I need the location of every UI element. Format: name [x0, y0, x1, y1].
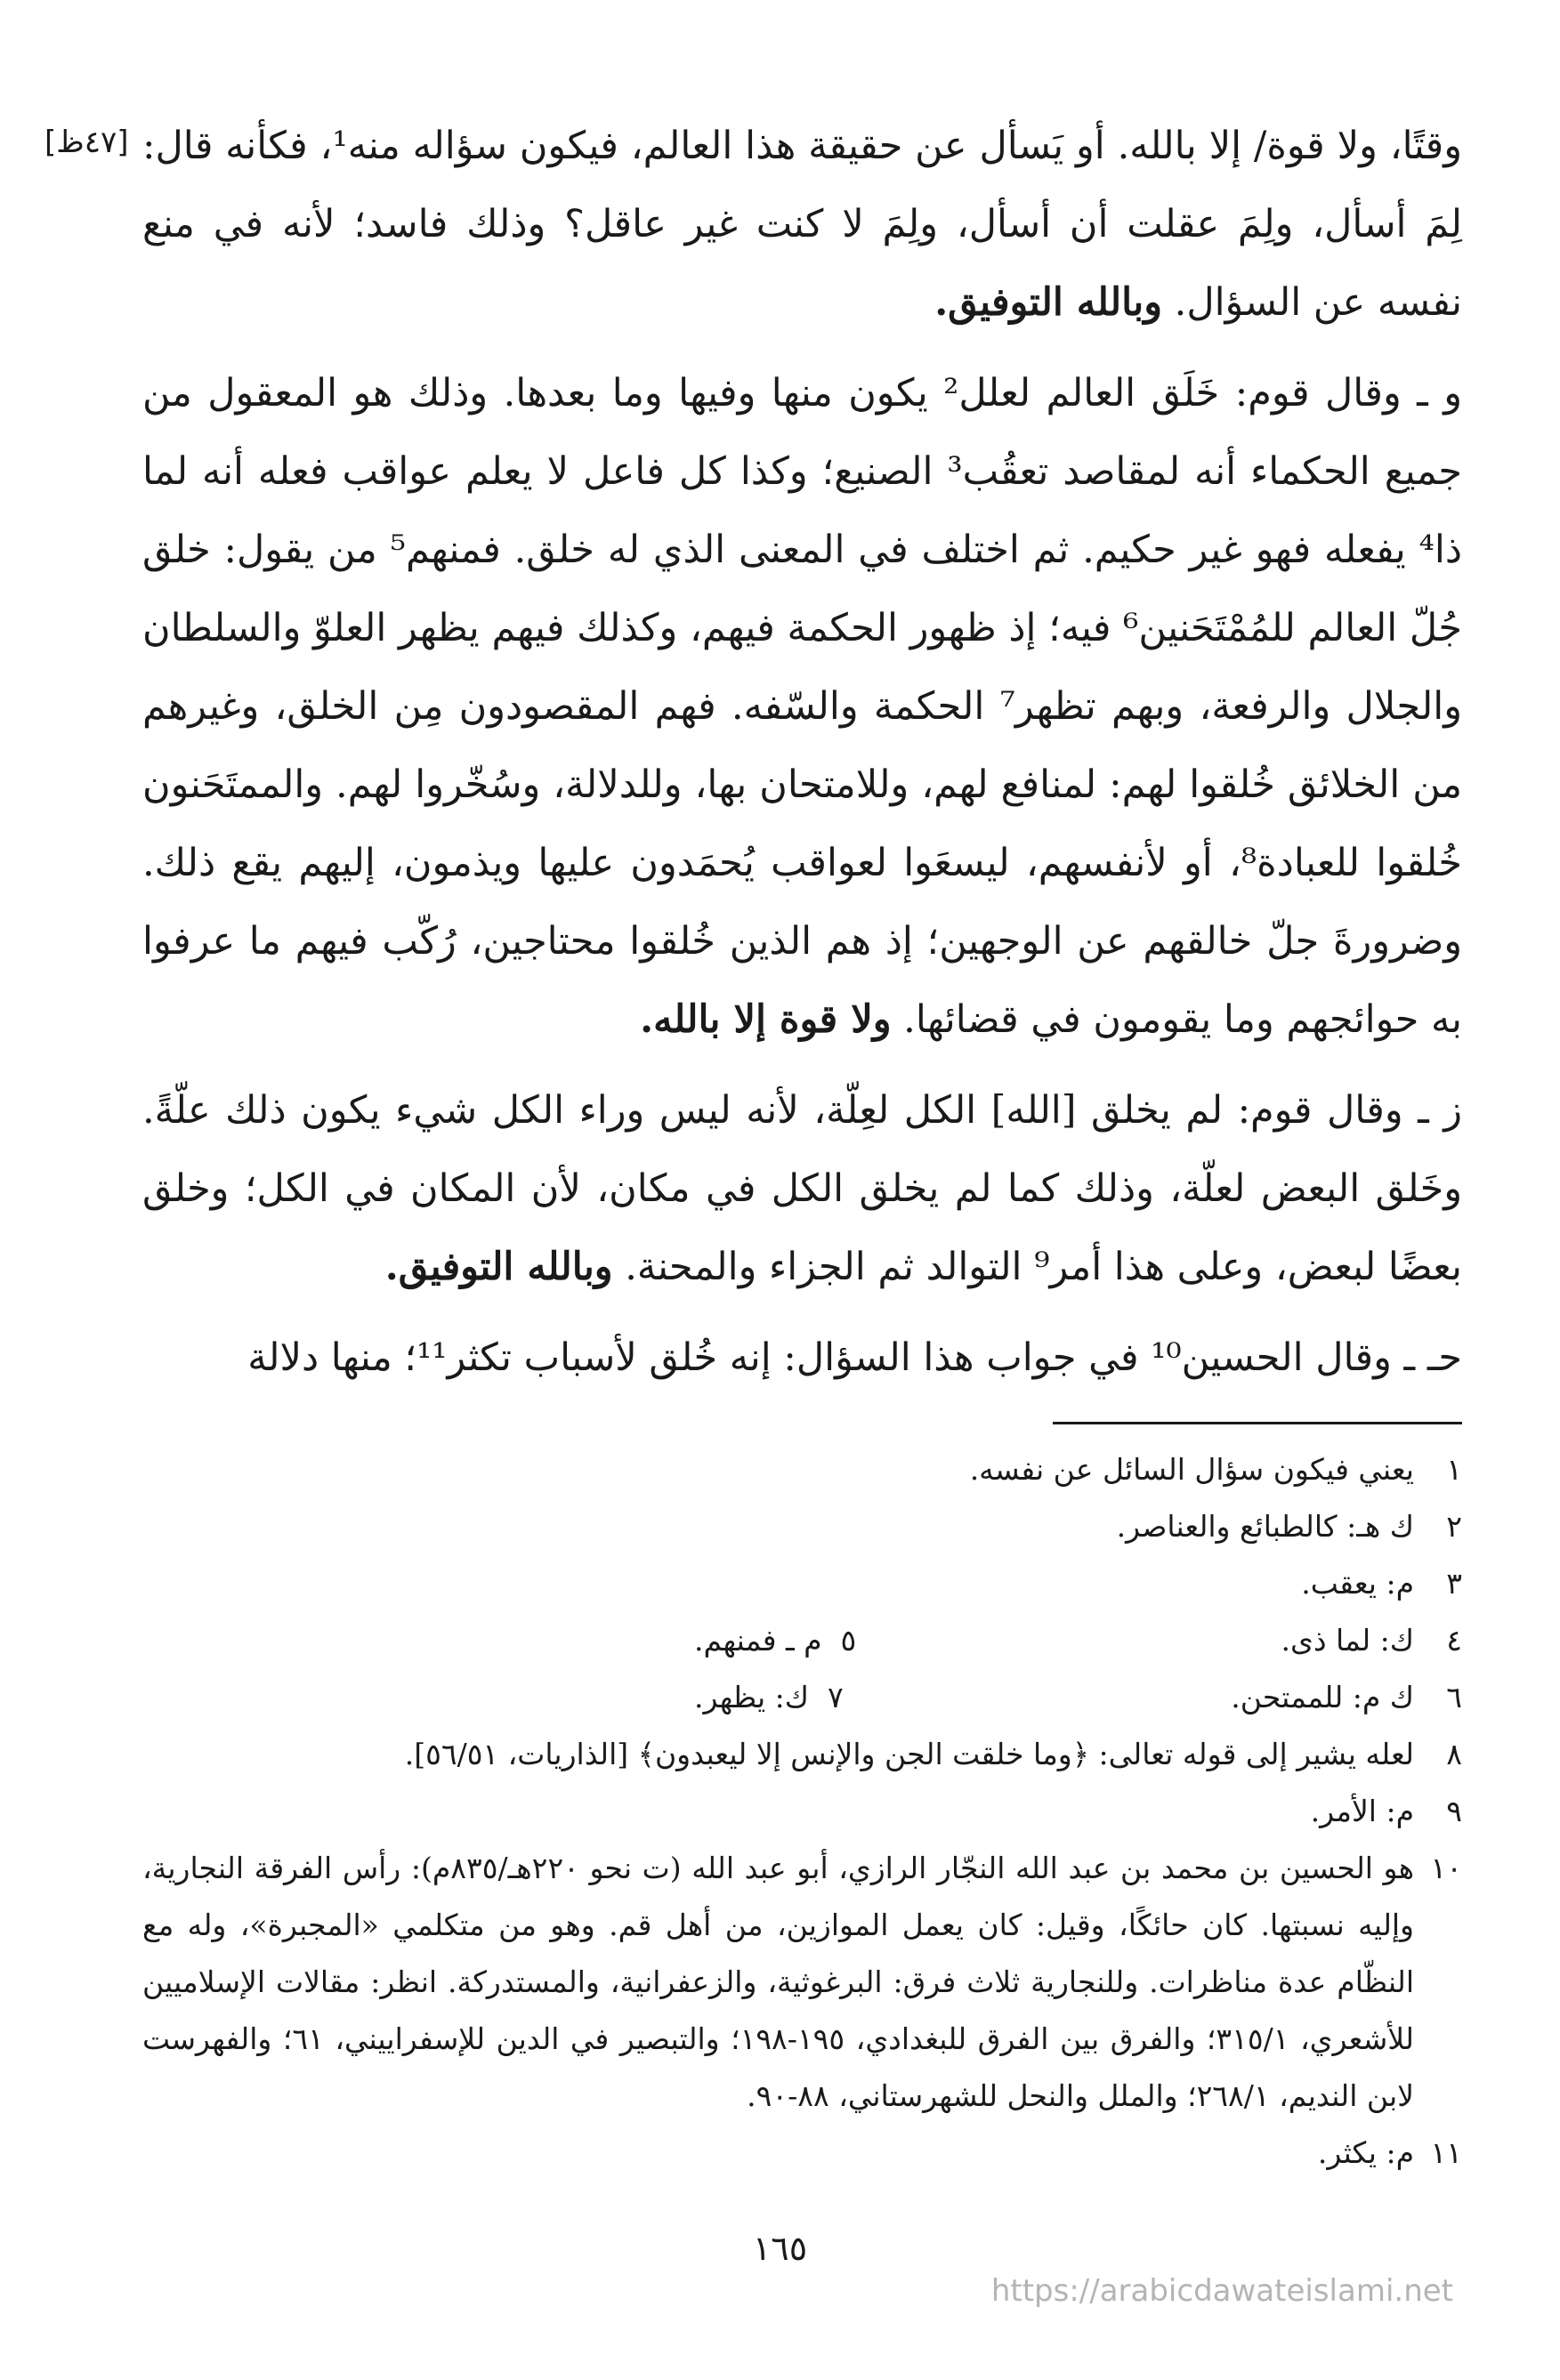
footnote-second [694, 1669, 844, 1726]
paragraph-closing: ولا قوة إلا بالله. [640, 997, 892, 1042]
footnote-number: ٨ [1446, 1737, 1462, 1771]
footnote-text: يعني فيكون سؤال السائل عن نفسه. [969, 1452, 1414, 1487]
paragraph-text: وقتًا، ولا قوة/ إلا بالله. أو يَسأل عن حقيقة هذا العالم، فيكون سؤاله منه¹، فكأنه قال: لِمَ أسأل، ولِمَ عقلت أن أسأل، ولِمَ لا كنت غير عاقل؟ وذلك فاسد؛ لأنه في منع نفسه عن السؤال. [142, 124, 1463, 325]
paragraph-text: حـ ـ وقال الحسين¹⁰ في جواب هذا السؤال: إنه خُلق لأسباب تكثر¹¹؛ منها دلالة [247, 1335, 1462, 1380]
footnote-number: ١١ [1430, 2135, 1462, 2170]
footnote-text: م: الأمر. [1310, 1794, 1414, 1828]
paragraph [142, 354, 1462, 1059]
footnote-number: ١٠ [1430, 1851, 1462, 1885]
footnote-text: ك: يظهر. [694, 1680, 809, 1714]
footnote-text: هو الحسين بن محمد بن عبد الله النجّار الرازي، أبو عبد الله (ت نحو ٢٢٠هـ/٨٣٥م): رأس الفرقة النجارية، وإليه نسبتها. كان حائكًا، وقيل: كان يعمل الموازين، من أهل قم. وهو من متكلمي «المجبرة»، وله مع النظّام عدة مناظرات. وللنجارية ثلاث فرق: البرغوثية، والزعفرانية، والمستدركة. انظر: مقالات الإسلاميين للأشعري، ٣١٥/١؛ والفرق بين الفرق للبغدادي، ١٩٥-١٩٨؛ والتبصير في الدين للإسفراييني، ٦١؛ والفهرست لابن النديم، ٢٦٨/١؛ والملل والنحل للشهرستاني، ٨٨-٩٠. [142, 1851, 1415, 2113]
footnote-text: م ـ فمنهم. [694, 1623, 822, 1658]
paragraph-closing: وبالله التوفيق. [934, 280, 1162, 325]
website-watermark: https://arabicdawateislami.net [990, 2273, 1453, 2309]
footnote-separator [1053, 1422, 1462, 1424]
footnote-pair [142, 1612, 1462, 1669]
footnote-text: ك م: للممتحن. [1231, 1680, 1414, 1714]
main-text [142, 107, 1462, 1397]
footnote-text: ك: لما ذى. [1281, 1623, 1414, 1658]
page-number: ١٦٥ [752, 2229, 808, 2268]
paragraph [142, 107, 1462, 342]
footnote-number: ٢ [1446, 1509, 1462, 1544]
footnote-text: ك هـ: كالطبائع والعناصر. [1116, 1509, 1414, 1544]
footnote-number: ٦ [1446, 1680, 1462, 1714]
footnote-number: ٩ [1446, 1794, 1462, 1828]
paragraph-text: و ـ وقال قوم: خَلَق العالم لعلل² يكون منها وفيها وما بعدها. وذلك هو المعقول من جميع الحكماء أنه لمقاصد تعقُب³ الصنيع؛ وكذا كل فاعل لا يعلم عواقب فعله أنه لما ذا⁴ يفعله فهو غير حكيم. ثم اختلف في المعنى الذي له خلق. فمنهم⁵ من يقول: خلق جُلّ العالم للمُمْتَحَنين⁶ فيه؛ إذ ظهور الحكمة فيهم، وكذلك فيهم يظهر العلوّ والسلطان والجلال والرفعة، وبهم تظهر⁷ الحكمة والسّفه. فهم المقصودون مِن الخلق، وغيرهم من الخلائق خُلقوا لهم: لمنافع لهم، وللامتحان بها، وللدلالة، وسُخّروا لهم. والممتَحَنون خُلقوا للعبادة⁸، أو لأنفسهم، ليسعَوا لعواقب يُحمَدون عليها ويذمون، إليهم يقع ذلك. وضرورةَ جلّ خالقهم عن الوجهين؛ إذ هم الذين خُلقوا محتاجين، رُكّب فيهم ما عرفوا به حوائجهم وما يقومون في قضائها. [142, 371, 1463, 1042]
footnote-text: لعله يشير إلى قوله تعالى: ﴿وما خلقت الجن والإنس إلا ليعبدون﴾ [الذاريات، ٥٦/٥١]. [404, 1737, 1414, 1771]
footnote-text: م: يكثر. [1317, 2135, 1414, 2170]
footnote [142, 1840, 1462, 2125]
paragraph [142, 1071, 1462, 1306]
footnote-number: ٧ [827, 1680, 844, 1714]
footnote [142, 1783, 1462, 1840]
footnote [142, 1441, 1462, 1498]
footnote [142, 2125, 1462, 2182]
footnote [142, 1498, 1462, 1555]
footnote-text: م: يعقب. [1301, 1566, 1414, 1601]
footnote-number: ١ [1446, 1452, 1462, 1487]
footnote-number: ٣ [1446, 1566, 1462, 1601]
footnote-number: ٥ [840, 1623, 857, 1658]
paragraph [142, 1319, 1462, 1397]
footnote [142, 1555, 1462, 1612]
footnote-number: ٤ [1446, 1623, 1462, 1658]
footnote [142, 1726, 1462, 1783]
footnote-second [694, 1612, 856, 1669]
paragraph-text: ز ـ وقال قوم: لم يخلق [الله] الكل لعِلّة، لأنه ليس وراء الكل شيء يكون ذلك علّةً. وخَلق البعض لعلّة، وذلك كما لم يخلق الكل في مكان، لأن المكان في الكل؛ وخلق بعضًا لبعض، وعلى هذا أمر⁹ التوالد ثم الجزاء والمحنة. [142, 1088, 1462, 1289]
footnote-pair [142, 1669, 1462, 1726]
paragraph-closing: وبالله التوفيق. [384, 1245, 613, 1289]
footnotes [142, 1441, 1462, 2182]
manuscript-folio-marker: [٤٧ظ] [44, 125, 129, 160]
